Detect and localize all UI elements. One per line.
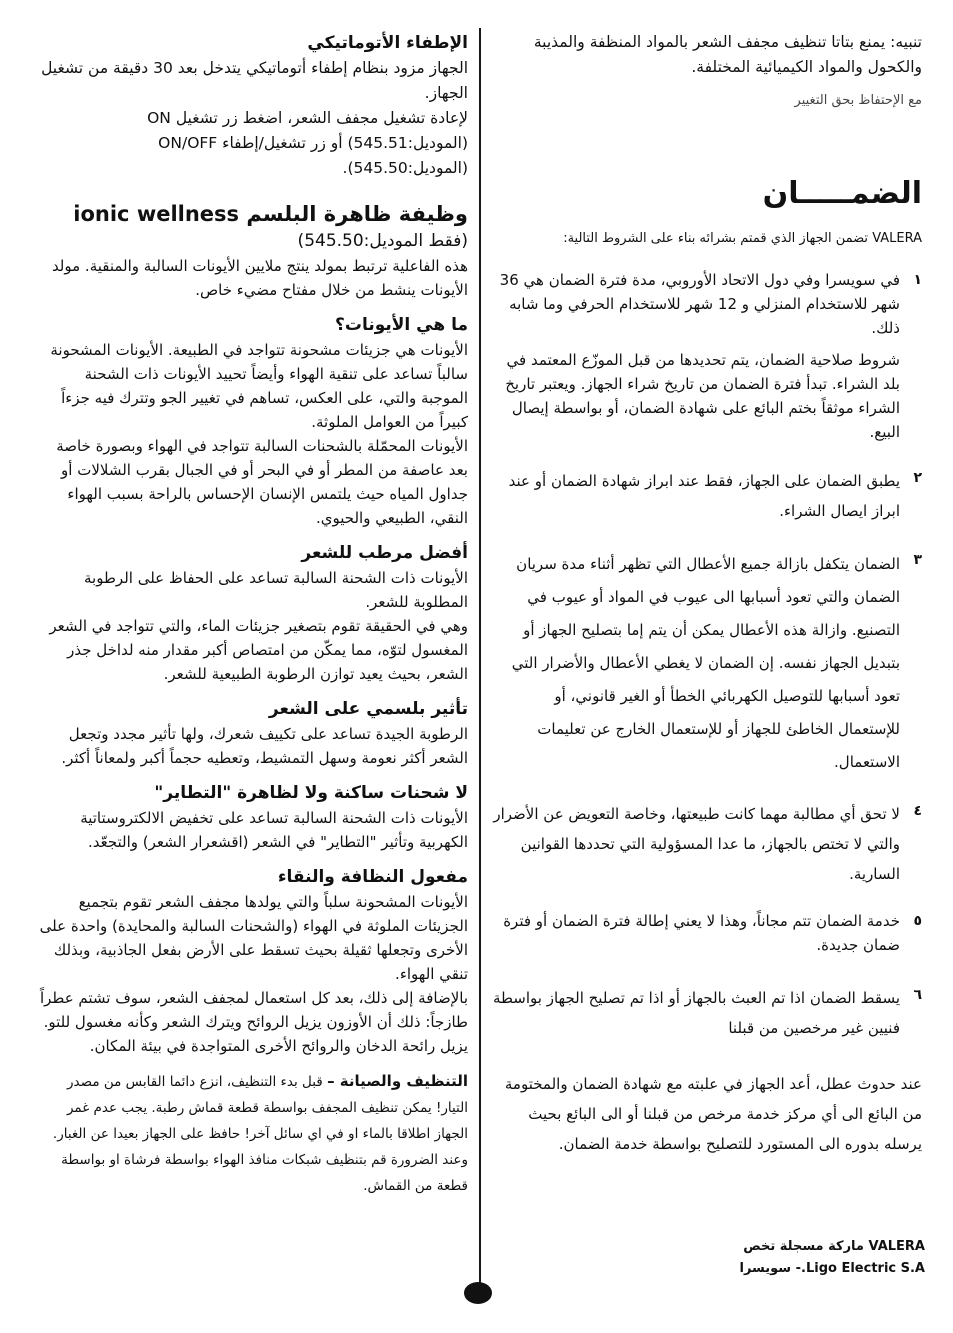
rights-reserved: مع الإحتفاظ بحق التغيير [794,93,922,108]
ionic-text: هذه الفاعلية ترتبط بمولد ينتج ملايين الأيونات السالبة والمنقية. مولد الأيونات ينشط من خلال مفتاح مضيء خاص. [51,257,468,299]
guarantee-item [492,983,922,1043]
moisturizer-title: أفضل مرطب للشعر [301,543,468,563]
item-number: ٤ [913,803,922,819]
maintenance-title: التنظيف والصيانة – [327,1072,468,1090]
item-text: يطبق الضمان على الجهاز، فقط عند ابراز شهادة الضمان أو عند ابراز ايصال الشراء. [508,472,900,520]
footer-line-1: VALERA ماركة مسجلة تخص [743,1239,925,1254]
item-text: شروط صلاحية الضمان، يتم تحديدها من قبل الموزّع المعتمد في بلد الشراء. تبدأ فترة الضمان من تاريخ شراء الجهاز. ويعتبر تاريخ الشراء موثقاً بختم البائع على شهادة الضمان، أو بواسطة إيصال البيع. [505,351,900,441]
item-text: في سويسرا وفي دول الاتحاد الأوروبي، مدة فترة الضمان هي 36 شهر للاستخدام المنزلي و 12 شهر للاستخدام الحرفي وما شابه ذلك. [499,271,900,337]
warning-text: تنبيه: يمنع بتاتا تنظيف مجفف الشعر بالمواد المنظفة والمذيبة والكحول والمواد الكيميائية المختلفة. [533,33,922,76]
guarantee-item [492,268,922,340]
column-divider [479,28,481,1296]
guarantee-intro: VALERA تضمن الجهاز الذي قمتم بشرائه بناء على الشروط التالية: [563,231,922,246]
static-title: لا شحنات ساكنة ولا لظاهرة "التطاير" [154,783,468,803]
maintenance-block [38,1068,468,1199]
what-ions-text-2: الأيونات المحمّلة بالشحنات السالبة تتواجد في الهواء وبصورة خاصة بعد عاصفة من المطر أو في البحر أو في الجبال بقرب الشلالات أو جداول المياه حيث يلتمس الإنسان الإحساس بالراحة بسبب الهواء النقي، الطبيعي والحيوي. [56,437,468,527]
balsam-text: الرطوبة الجيدة تساعد على تكييف شعرك، ولها تأثير مجدد وتجعل الشعر أكثر نعومة وسهل التمشيط، وتعطيه حجماً أكبر ولمعاناً أكثر. [61,725,468,767]
fault-instructions: عند حدوث عطل، أعد الجهاز في علبته مع شهادة الضمان والمختومة من البائع الى أي مركز خدمة مرخص من قبلنا أو الى البائع بحيث يرسله بدوره الى المستورد للتصليح بواسطة خدمة الضمان. [504,1075,922,1153]
auto-off-restart-text: لإعادة تشغيل مجفف الشعر، اضغط زر تشغيل ON (الموديل:545.51) أو زر تشغيل/إطفاء ON/OFF (الموديل:545.50). [147,109,468,177]
maintenance-text: قبل بدء التنظيف، انزع دائما القابس من مصدر التيار! يمكن تنظيف المجفف بواسطة قطعة قماش رطبة. يجب عدم غمر الجهاز اطلاقا بالماء او في اي سائل آخر! حافظ على الجهاز بعيدا عن الغبار. وعند الضرورة قم بتنظيف شبكات منافذ الهواء بواسطة فرشاة او بواسطة قطعة من القماش. [52,1074,468,1194]
item-number: ٣ [913,552,922,568]
moisturizer-text-2: وهي في الحقيقة تقوم بتصغير جزيئات الماء، والتي تتواجد في الشعر المغسول لتوّه، مما يمكّن من امتصاص أكبر مقدار منه لداخل جذر الشعر، بحيث يعيد توازن الرطوبة الطبيعية للشعر. [49,617,468,683]
left-column [38,30,468,1199]
brand-footer [720,1236,925,1280]
guarantee-item [492,909,922,957]
item-text: لا تحق أي مطالبة مهما كانت طبيعتها، وخاصة التعويض عن الأضرار والتي لا تختص بالجهاز، ما عدا المسؤولية التي تحددها القوانين السارية. [493,805,900,883]
item-text: الضمان يتكفل بازالة جميع الأعطال التي تظهر أثناء مدة سريان الضمان والتي تعود أسبابها الى عيوب في المواد أو عيوب في التصنيع. وازالة هذه الأعطال يمكن أن يتم إما بتصليح الجهاز أو بتبديل الجهاز نفسه. إن الضمان لا يغطي الأعطال والأضرار التي تعود أسبابها للتوصيل الكهربائي الخطأ أو الغير قانوني، أو للإستعمال الخاطئ للجهاز أو للإستعمال الخارج عن تعليمات الاستعمال. [511,555,900,771]
guarantee-item [492,348,922,444]
guarantee-item [492,548,922,779]
static-text: الأيونات ذات الشحنة السالبة تساعد على تخفيض الالكتروستاتية الكهربية وتأثير "التطاير" في الشعر (اقشعرار الشعر) والتجعّد. [80,809,468,851]
guarantee-title: الضمـــــان [762,176,922,211]
ionic-model: (فقط الموديل:545.50) [297,231,468,251]
item-number: ١ [913,272,922,288]
clean-title: مفعول النظافة والنقاء [277,867,468,887]
guarantee-item [492,799,922,889]
page-marker-dot [464,1282,492,1304]
what-ions-title: ما هي الأيونات؟ [335,315,468,335]
moisturizer-text-1: الأيونات ذات الشحنة السالبة تساعد على الحفاظ على الرطوبة المطلوبة للشعر. [84,569,468,611]
item-number: ٢ [913,470,922,486]
clean-text-2: بالإضافة إلى ذلك، بعد كل استعمال لمجفف الشعر، سوف تشتم عطراً طازجاً: ذلك أن الأوزون يزيل الروائح ويترك الشعر وكأنه مغسول للتو. [39,989,468,1031]
clean-text-3: يزيل رائحة الدخان والروائح الأخرى المتواجدة في بيئة المكان. [89,1037,468,1055]
right-column [492,30,922,1159]
auto-off-title: الإطفاء الأتوماتيكي [307,33,468,53]
guarantee-item [492,466,922,526]
item-text: يسقط الضمان اذا تم العبث بالجهاز أو اذا تم تصليح الجهاز بواسطة فنيين غير مرخصين من قبلنا [492,989,900,1037]
clean-text-1: الأيونات المشحونة سلباً والتي يولدها مجفف الشعر تقوم بتجميع الجزيئات الملوثة في الهواء (والشحنات السالبة والمحايدة) واحدة على الأخرى وتجعلها ثقيلة بحيث تسقط على الأرض بفعل الجاذبية، وبذلك تنقي الهواء. [39,893,468,983]
what-ions-text-1: الأيونات هي جزيئات مشحونة تتواجد في الطبيعة. الأيونات المشحونة سالباً تساعد على تنقية الهواء وأيضاً تحييد الأيونات ذات الشحنة الموجبة والتي، على العكس، تساهم في تغيير الجو وتترك فيه جزءاً كبيراً من العوامل الملوثة. [50,341,468,431]
auto-off-text: الجهاز مزود بنظام إطفاء أتوماتيكي يتدخل بعد 30 دقيقة من تشغيل الجهاز. [41,59,468,102]
item-text: خدمة الضمان تتم مجاناً، وهذا لا يعني إطالة فترة الضمان أو فترة ضمان جديدة. [503,912,900,954]
balsam-title: تأثير بلسمي على الشعر [268,699,468,719]
footer-line-2: Ligo Electric S.A.- سويسرا [739,1261,925,1276]
item-number: ٥ [913,913,922,929]
ionic-title: وظيفة ظاهرة البلسم ionic wellness [73,202,468,226]
item-number: ٦ [913,987,922,1003]
